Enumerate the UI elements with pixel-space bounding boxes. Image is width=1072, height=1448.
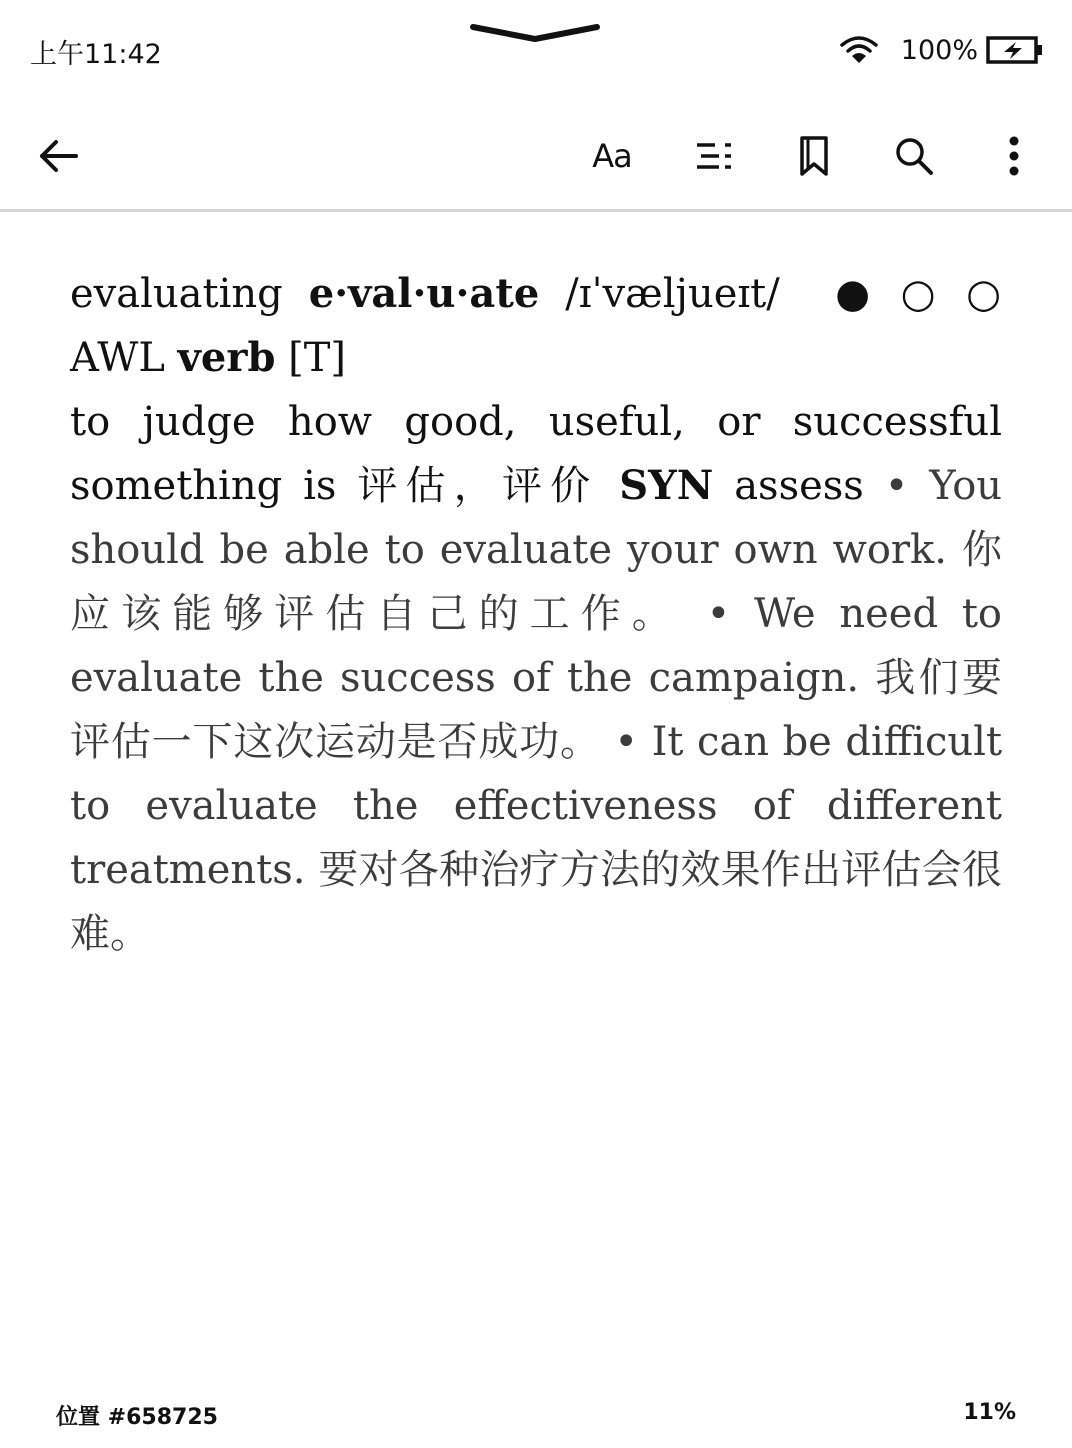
example-en: It can be difficult to evaluate the effectiveness of different treatments. [70, 719, 1003, 893]
back-button[interactable] [30, 128, 86, 184]
battery-charging-icon [986, 35, 1044, 65]
bookmark-icon [796, 135, 832, 177]
bullet: • [706, 591, 731, 637]
table-of-contents-icon [693, 138, 735, 174]
example-zh: 要对各种治疗方法的效果作出评估会很难。 [70, 847, 1003, 957]
back-arrow-icon [36, 138, 80, 174]
status-indicators [839, 30, 1044, 70]
inflected-word: evaluating [70, 271, 283, 317]
more-options-button[interactable] [986, 128, 1042, 184]
wifi-icon [839, 34, 879, 66]
synonym: assess [734, 463, 864, 509]
awl-tag: AWL [70, 335, 165, 381]
search-icon [893, 135, 935, 177]
bullet: • [614, 719, 639, 765]
example-en: We need to evaluate the success of the campaign. [70, 591, 1003, 701]
search-button[interactable] [886, 128, 942, 184]
reading-progress: 11% [963, 1400, 1016, 1425]
example-en: You should be able to evaluate your own work. [70, 463, 1003, 573]
syn-label: SYN [619, 462, 714, 509]
definition-zh: 评估，评价 [357, 463, 599, 509]
status-bar [0, 0, 1072, 100]
pull-down-handle-icon[interactable] [470, 22, 600, 44]
bullet: • [884, 463, 909, 509]
table-of-contents-button[interactable] [686, 128, 742, 184]
battery-percent: 100% [900, 34, 978, 66]
definition: to judge how good, useful, or successful something is [70, 399, 1002, 509]
bookmark-button[interactable] [786, 128, 842, 184]
more-options-icon [1007, 135, 1021, 177]
example-zh: 我们要评估一下这次运动是否成功。 [70, 655, 1003, 765]
font-settings-icon: Aa [592, 137, 632, 175]
pronunciation: /ɪˈvæljueɪt/ [565, 271, 780, 317]
part-of-speech: verb [177, 334, 276, 381]
location-indicator[interactable]: 位置 #658725 [56, 1405, 218, 1430]
font-settings-button[interactable] [584, 128, 640, 184]
headword: e·val·u·ate [308, 270, 540, 317]
example-zh: 你应该能够评估自己的工作。 [70, 527, 1002, 637]
status-time: 上午11:42 [30, 39, 162, 70]
dictionary-entry [70, 262, 1002, 966]
reader-toolbar [0, 100, 1072, 212]
grammar-code: [T] [288, 335, 347, 381]
frequency-dots: ●○○ [805, 271, 1002, 317]
reader-footer [0, 1400, 1072, 1432]
